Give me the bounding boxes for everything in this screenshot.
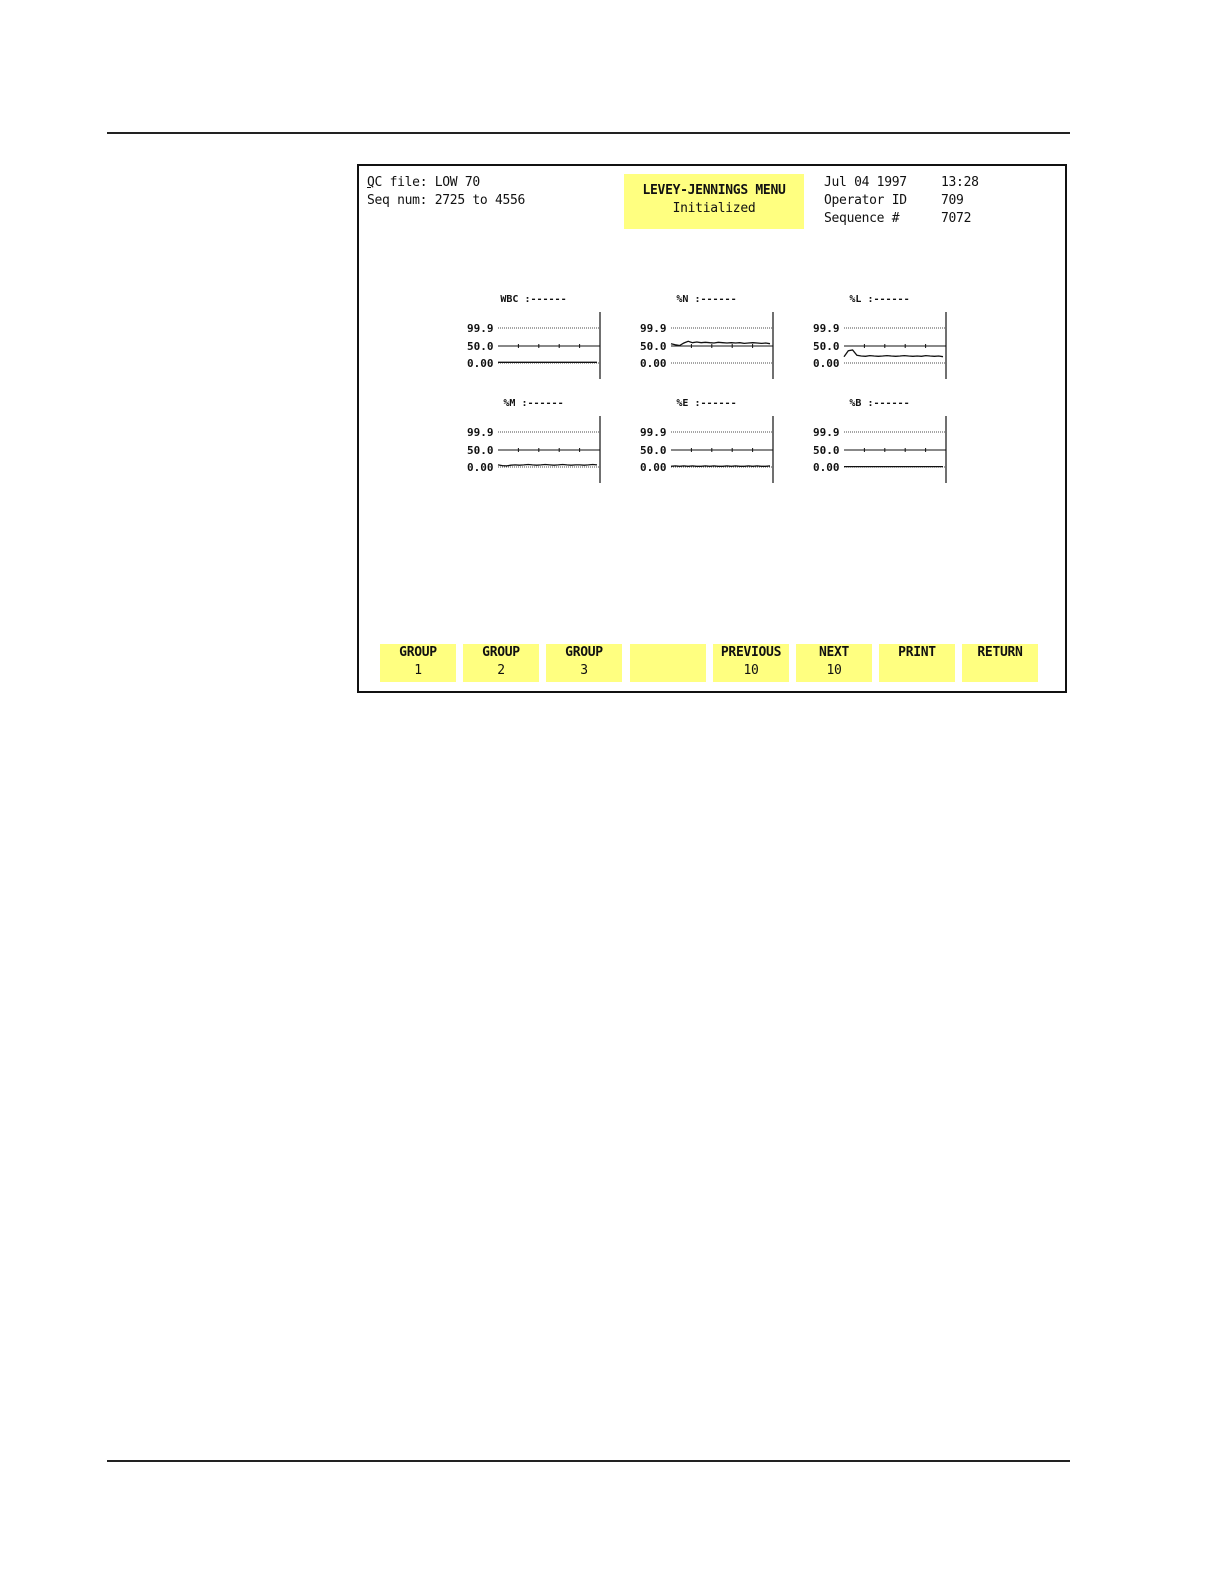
print-button[interactable]: PRINT	[879, 644, 955, 682]
previous-10-button[interactable]: PREVIOUS 10	[713, 644, 789, 682]
chart-2-series-line	[671, 341, 770, 345]
next-10-button[interactable]: NEXT 10	[796, 644, 872, 682]
chart-4-series-line	[498, 465, 597, 466]
time-label: 13:28	[941, 175, 979, 190]
menu-title: LEVEY-JENNINGS MENU	[642, 183, 786, 198]
operator-id-value: 709	[941, 193, 964, 208]
chart-4-tick-label: 50.0	[467, 444, 494, 457]
levey-jennings-charts	[359, 166, 1065, 691]
analyzer-screen	[357, 164, 1067, 693]
chart-3-tick-label: 0.00	[813, 357, 840, 370]
chart-2-title: %N :------	[676, 294, 737, 305]
bottom-rule	[107, 1460, 1070, 1462]
menu-status: Initialized	[672, 201, 756, 216]
group-1-button[interactable]: GROUP 1	[380, 644, 456, 682]
sequence-value: 7072	[941, 211, 972, 226]
chart-3-series-line	[844, 350, 943, 357]
chart-4-tick-label: 0.00	[467, 461, 494, 474]
chart-3-tick-label: 99.9	[813, 322, 840, 335]
date-label: Jul 04 1997	[824, 175, 907, 190]
seq-range-label: Seq num: 2725 to 4556	[367, 193, 526, 208]
chart-3-tick-label: 50.0	[813, 340, 840, 353]
chart-4-tick-label: 99.9	[467, 426, 494, 439]
chart-6-title: %B :------	[849, 398, 910, 409]
chart-5-tick-label: 0.00	[640, 461, 667, 474]
blank-softkey[interactable]	[630, 644, 706, 682]
qc-file-text: C file: LOW 70	[374, 175, 480, 190]
chart-2-tick-label: 0.00	[640, 357, 667, 370]
text-cursor: Q	[367, 175, 375, 190]
chart-5-tick-label: 99.9	[640, 426, 667, 439]
chart-5-title: %E :------	[676, 398, 737, 409]
chart-6-tick-label: 50.0	[813, 444, 840, 457]
operator-id-label: Operator ID	[824, 193, 907, 208]
top-rule	[107, 132, 1070, 134]
chart-1-tick-label: 0.00	[467, 357, 494, 370]
chart-6-tick-label: 0.00	[813, 461, 840, 474]
return-button[interactable]: RETURN	[962, 644, 1038, 682]
group-3-button[interactable]: GROUP 3	[546, 644, 622, 682]
chart-2-tick-label: 99.9	[640, 322, 667, 335]
group-2-button[interactable]: GROUP 2	[463, 644, 539, 682]
chart-5-tick-label: 50.0	[640, 444, 667, 457]
chart-1-title: WBC :------	[500, 294, 567, 305]
chart-3-title: %L :------	[849, 294, 910, 305]
chart-6-tick-label: 99.9	[813, 426, 840, 439]
chart-4-title: %M :------	[503, 398, 564, 409]
chart-2-tick-label: 50.0	[640, 340, 667, 353]
sequence-label: Sequence #	[824, 211, 900, 226]
chart-1-tick-label: 50.0	[467, 340, 494, 353]
chart-1-tick-label: 99.9	[467, 322, 494, 335]
